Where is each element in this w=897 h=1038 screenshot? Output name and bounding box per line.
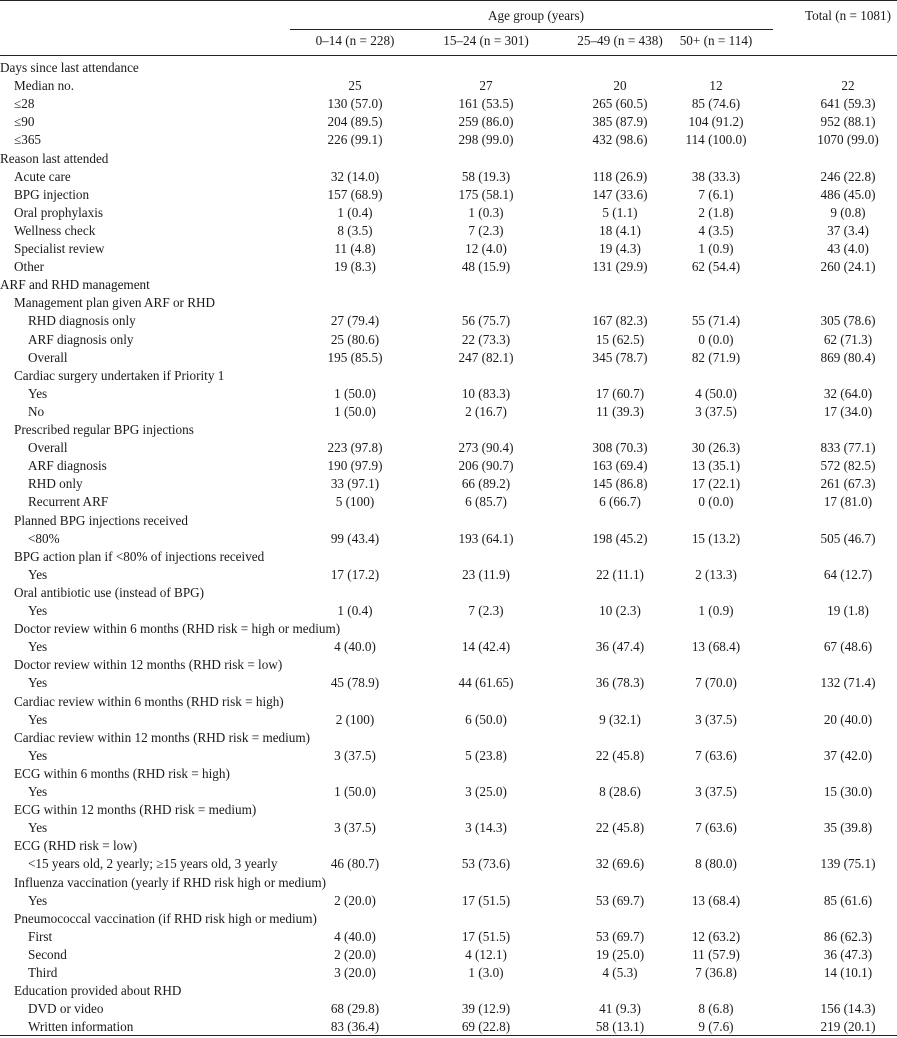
table-cell: 157 (68.9) xyxy=(327,186,383,202)
row-label: RHD diagnosis only xyxy=(28,313,136,329)
table-cell: 219 (20.1) xyxy=(820,1019,876,1035)
table-cell: 223 (97.8) xyxy=(327,440,383,456)
table-row xyxy=(0,475,897,493)
table-cell: 8 (80.0) xyxy=(695,856,737,872)
table-row xyxy=(0,747,897,765)
table-cell: 175 (58.1) xyxy=(458,186,514,202)
table-cell: 1 (50.0) xyxy=(334,403,376,419)
table-cell: 869 (80.4) xyxy=(820,349,876,365)
table-cell: 67 (48.6) xyxy=(823,639,873,655)
table-cell: 1 (50.0) xyxy=(334,784,376,799)
table-row xyxy=(0,946,897,964)
table-cell: 8 (3.5) xyxy=(337,222,373,238)
table-cell: 17 (51.5) xyxy=(461,892,511,908)
table-cell: 5 (23.8) xyxy=(465,747,507,763)
column-header: 15–24 (n = 301) xyxy=(443,33,529,48)
table-cell: 53 (73.6) xyxy=(461,856,511,872)
table-cell: 37 (3.4) xyxy=(827,222,869,238)
table-cell: 36 (78.3) xyxy=(595,675,645,691)
section-heading-row xyxy=(0,765,897,783)
table-cell: 6 (50.0) xyxy=(465,711,507,727)
table-row xyxy=(0,457,897,475)
section-heading-row xyxy=(0,512,897,530)
table-cell: 17 (60.7) xyxy=(595,385,645,401)
table-cell: 12 (63.2) xyxy=(691,928,741,944)
bottom-rule xyxy=(0,1035,897,1036)
row-label: Median no. xyxy=(14,78,75,94)
table-cell: 833 (77.1) xyxy=(820,440,876,456)
table-cell: 32 (69.6) xyxy=(595,856,645,872)
table-cell: 25 (80.6) xyxy=(330,331,380,347)
table-cell: 39 (12.9) xyxy=(461,1001,511,1017)
row-label: No xyxy=(28,403,45,419)
section-heading-row xyxy=(0,837,897,855)
table-cell: 5 (1.1) xyxy=(602,204,638,220)
row-label: Doctor review within 12 months (RHD risk = low) xyxy=(14,657,283,673)
table-row xyxy=(0,312,897,330)
table-cell: 17 (34.0) xyxy=(823,403,873,419)
table-cell: 308 (70.3) xyxy=(592,440,648,456)
row-label: Pneumococcal vaccination (if RHD risk high or medium) xyxy=(14,910,317,926)
table-cell: 64 (12.7) xyxy=(823,566,873,582)
table-cell: 130 (57.0) xyxy=(327,96,383,112)
table-cell: 35 (39.8) xyxy=(823,820,873,836)
table-cell: 3 (37.5) xyxy=(695,711,737,727)
table-cell: 62 (54.4) xyxy=(691,259,741,275)
table-cell: 43 (4.0) xyxy=(827,241,869,256)
table-cell: 2 (13.3) xyxy=(695,566,737,582)
table-cell: 246 (22.8) xyxy=(820,168,876,184)
row-label: Prescribed regular BPG injections xyxy=(14,422,194,437)
row-label: First xyxy=(28,928,53,944)
table-row xyxy=(0,711,897,729)
table-cell: 641 (59.3) xyxy=(820,96,876,112)
table-cell: 19 (8.3) xyxy=(334,259,376,275)
table-cell: 7 (2.3) xyxy=(468,222,504,238)
table-cell: 7 (6.1) xyxy=(698,186,734,202)
table-cell: 4 (3.5) xyxy=(698,222,734,238)
table-cell: 13 (68.4) xyxy=(691,639,741,655)
table-cell: 4 (40.0) xyxy=(334,639,376,655)
table-cell: 36 (47.3) xyxy=(823,946,873,962)
table-cell: 3 (37.5) xyxy=(334,820,376,836)
table-cell: 82 (71.9) xyxy=(691,349,741,365)
table-cell: 66 (89.2) xyxy=(461,476,511,492)
table-cell: 952 (88.1) xyxy=(820,114,876,130)
table-cell: 1 (0.4) xyxy=(337,204,373,220)
table-cell: 68 (29.8) xyxy=(330,1001,380,1017)
table-row xyxy=(0,674,897,692)
table-cell: 11 (57.9) xyxy=(692,946,740,962)
row-label: Yes xyxy=(28,566,48,582)
row-label: ECG (RHD risk = low) xyxy=(14,838,138,854)
table-cell: 2 (20.0) xyxy=(334,892,376,908)
table-cell: 486 (45.0) xyxy=(820,186,876,202)
table-cell: 0 (0.0) xyxy=(698,494,734,510)
row-label: Cardiac surgery undertaken if Priority 1 xyxy=(14,367,225,383)
table-cell: 0 (0.0) xyxy=(698,331,734,347)
column-header: 25–49 (n = 438) xyxy=(577,33,663,48)
table-cell: 15 (62.5) xyxy=(595,331,645,347)
table-cell: 259 (86.0) xyxy=(458,114,514,130)
table-cell: 12 (4.0) xyxy=(465,241,507,256)
table-cell: 9 (0.8) xyxy=(830,204,866,220)
table-row xyxy=(0,439,897,457)
table-cell: 13 (68.4) xyxy=(691,892,741,908)
table-cell: 3 (37.5) xyxy=(334,747,376,763)
table-row xyxy=(0,77,897,95)
table-cell: 1070 (99.0) xyxy=(817,132,879,148)
section-heading-row xyxy=(0,548,897,566)
table-cell: 85 (74.6) xyxy=(691,96,741,112)
row-label: RHD only xyxy=(28,476,83,492)
row-label: Oral antibiotic use (instead of BPG) xyxy=(14,584,205,600)
table-cell: 56 (75.7) xyxy=(461,313,511,329)
row-label: Yes xyxy=(28,603,48,618)
row-label: Yes xyxy=(28,747,48,763)
row-label: Cardiac review within 6 months (RHD risk = high) xyxy=(14,693,284,709)
table-cell: 161 (53.5) xyxy=(458,96,514,112)
row-label: Third xyxy=(28,965,58,980)
age-group-underline xyxy=(290,29,773,30)
row-label: Yes xyxy=(28,385,48,401)
table-cell: 46 (80.7) xyxy=(330,856,380,872)
table-cell: 190 (97.9) xyxy=(327,458,383,474)
table-row xyxy=(0,783,897,801)
row-label: Yes xyxy=(28,675,48,691)
section-heading-row xyxy=(0,620,897,638)
table-cell: 11 (39.3) xyxy=(596,403,644,419)
table-row xyxy=(0,602,897,620)
table-row xyxy=(0,530,897,548)
table-row xyxy=(0,331,897,349)
row-label: Doctor review within 6 months (RHD risk = high or medium) xyxy=(14,621,341,637)
row-label: Yes xyxy=(28,820,48,836)
row-label: Yes xyxy=(28,892,48,908)
section-heading-row xyxy=(0,693,897,711)
table-cell: 15 (30.0) xyxy=(823,784,873,799)
age-group-header: Age group (years) xyxy=(488,8,584,23)
table-cell: 11 (4.8) xyxy=(334,241,376,256)
table-row xyxy=(0,186,897,204)
table-cell: 86 (62.3) xyxy=(823,928,873,944)
table-cell: 139 (75.1) xyxy=(820,856,876,872)
table-cell: 4 (12.1) xyxy=(465,946,507,962)
section-heading-row xyxy=(0,656,897,674)
table-cell: 3 (20.0) xyxy=(334,965,376,980)
table-cell: 132 (71.4) xyxy=(820,675,876,691)
table-row xyxy=(0,819,897,837)
table-cell: 7 (63.6) xyxy=(695,747,737,763)
section-heading-row xyxy=(0,801,897,819)
table-cell: 22 xyxy=(841,78,855,94)
table-row xyxy=(0,964,897,982)
table-cell: 265 (60.5) xyxy=(592,96,648,112)
table-cell: 206 (90.7) xyxy=(458,458,514,474)
table-cell: 10 (83.3) xyxy=(461,385,511,401)
table-cell: 3 (37.5) xyxy=(695,784,737,799)
row-label: Planned BPG injections received xyxy=(14,512,188,528)
table-row xyxy=(0,403,897,421)
table-cell: 195 (85.5) xyxy=(327,349,383,365)
row-label: Overall xyxy=(28,440,68,456)
table-cell: 38 (33.3) xyxy=(691,168,741,184)
table-cell: 36 (47.4) xyxy=(595,639,645,655)
table-cell: 30 (26.3) xyxy=(691,440,741,456)
table-cell: 4 (50.0) xyxy=(695,385,737,401)
table-cell: 1 (0.4) xyxy=(337,603,373,618)
row-label: ARF diagnosis xyxy=(28,458,107,474)
table-cell: 163 (69.4) xyxy=(592,458,648,474)
table-row xyxy=(0,349,897,367)
table-cell: 10 (2.3) xyxy=(599,603,641,618)
header-rule xyxy=(0,55,897,56)
table-cell: 2 (1.8) xyxy=(698,204,734,220)
table-cell: 14 (42.4) xyxy=(461,639,511,655)
section-heading-row xyxy=(0,584,897,602)
table-cell: 27 xyxy=(479,78,493,94)
table-cell: 1 (0.9) xyxy=(698,241,734,256)
row-label: ≤90 xyxy=(14,114,35,130)
table-cell: 58 (13.1) xyxy=(595,1019,645,1035)
table-cell: 193 (64.1) xyxy=(458,530,514,546)
row-label: DVD or video xyxy=(28,1001,104,1017)
table-cell: 226 (99.1) xyxy=(327,132,383,148)
table-cell: 32 (64.0) xyxy=(823,385,873,401)
table-row xyxy=(0,168,897,186)
table-cell: 298 (99.0) xyxy=(458,132,514,148)
table-cell: 167 (82.3) xyxy=(592,313,648,329)
table-row xyxy=(0,131,897,149)
table-cell: 27 (79.4) xyxy=(330,313,380,329)
table-cell: 85 (61.6) xyxy=(823,892,873,908)
table-cell: 58 (19.3) xyxy=(461,168,511,184)
table-row xyxy=(0,258,897,276)
table-cell: 45 (78.9) xyxy=(330,675,380,691)
table-cell: 5 (100) xyxy=(335,494,375,510)
table-cell: 15 (13.2) xyxy=(691,530,741,546)
section-heading-row xyxy=(0,729,897,747)
section-heading-row xyxy=(0,421,897,439)
row-label: Management plan given ARF or RHD xyxy=(14,295,216,311)
row-label: Yes xyxy=(28,711,48,727)
row-label: Overall xyxy=(28,349,68,365)
table-row xyxy=(0,928,897,946)
table-cell: 53 (69.7) xyxy=(595,892,645,908)
table-cell: 17 (51.5) xyxy=(461,928,511,944)
table-cell: 3 (37.5) xyxy=(695,403,737,419)
row-label: Wellness check xyxy=(14,222,96,238)
table-cell: 118 (26.9) xyxy=(592,168,648,184)
table-cell: 1 (3.0) xyxy=(468,965,504,980)
table-row xyxy=(0,240,897,258)
row-label: Acute care xyxy=(14,168,71,184)
table-cell: 505 (46.7) xyxy=(820,530,876,546)
table-cell: 273 (90.4) xyxy=(458,440,514,456)
table-cell: 2 (20.0) xyxy=(334,946,376,962)
table-cell: 48 (15.9) xyxy=(461,259,511,275)
row-label: Other xyxy=(14,259,45,275)
table-cell: 20 (40.0) xyxy=(823,711,873,727)
table-cell: 7 (70.0) xyxy=(695,675,737,691)
table-cell: 17 (81.0) xyxy=(823,494,873,510)
table-cell: 432 (98.6) xyxy=(592,132,648,148)
table-cell: 33 (97.1) xyxy=(330,476,380,492)
table-cell: 25 xyxy=(348,78,362,94)
table-cell: 22 (45.8) xyxy=(595,747,645,763)
section-heading-row xyxy=(0,150,897,168)
table-cell: 55 (71.4) xyxy=(691,313,741,329)
row-label: Yes xyxy=(28,639,48,655)
table-cell: 3 (25.0) xyxy=(465,784,507,799)
table-cell: 2 (100) xyxy=(335,711,375,727)
table-row xyxy=(0,113,897,131)
section-heading-row xyxy=(0,367,897,385)
table-cell: 32 (14.0) xyxy=(330,168,380,184)
table-cell: 4 (5.3) xyxy=(602,965,638,980)
table-cell: 1 (50.0) xyxy=(334,385,376,401)
table-cell: 3 (14.3) xyxy=(465,820,507,836)
table-cell: 44 (61.65) xyxy=(458,675,514,691)
table-cell: 198 (45.2) xyxy=(592,530,648,546)
row-label: Influenza vaccination (yearly if RHD risk high or medium) xyxy=(14,874,327,890)
table-cell: 305 (78.6) xyxy=(820,313,876,329)
table-cell: 8 (28.6) xyxy=(599,784,641,799)
table-cell: 17 (22.1) xyxy=(691,476,741,492)
section-heading-row xyxy=(0,982,897,1000)
row-label: ECG within 12 months (RHD risk = medium) xyxy=(14,802,257,818)
row-label: ARF and RHD management xyxy=(0,277,150,293)
table-row xyxy=(0,385,897,403)
row-label: Specialist review xyxy=(14,241,105,256)
top-rule xyxy=(0,0,897,1)
row-label: Cardiac review within 12 months (RHD risk = medium) xyxy=(14,729,311,745)
table-cell: 12 xyxy=(709,78,723,94)
table-cell: 69 (22.8) xyxy=(461,1019,511,1035)
section-heading-row xyxy=(0,59,897,77)
table-cell: 22 (45.8) xyxy=(595,820,645,836)
table-cell: 22 (73.3) xyxy=(461,331,511,347)
table-row xyxy=(0,638,897,656)
table-cell: 1 (0.9) xyxy=(698,603,734,618)
table-cell: 260 (24.1) xyxy=(820,259,876,275)
table-cell: 41 (9.3) xyxy=(599,1001,641,1017)
table-cell: 247 (82.1) xyxy=(458,349,514,365)
table-cell: 147 (33.6) xyxy=(592,186,648,202)
table-cell: 114 (100.0) xyxy=(685,132,747,148)
table-cell: 7 (63.6) xyxy=(695,820,737,836)
section-heading-row xyxy=(0,294,897,312)
row-label: Education provided about RHD xyxy=(14,983,182,999)
row-label: ECG within 6 months (RHD risk = high) xyxy=(14,765,230,781)
table-cell: 156 (14.3) xyxy=(820,1001,876,1017)
row-label: Recurrent ARF xyxy=(28,494,109,510)
row-label: Written information xyxy=(28,1019,134,1035)
section-heading-row xyxy=(0,910,897,928)
table-cell: 7 (36.8) xyxy=(695,965,737,980)
row-label: BPG action plan if <80% of injections received xyxy=(14,548,265,564)
table-cell: 2 (16.7) xyxy=(465,403,507,419)
table-row xyxy=(0,493,897,511)
table-row xyxy=(0,222,897,240)
table-cell: 8 (6.8) xyxy=(698,1001,734,1017)
section-heading-row xyxy=(0,874,897,892)
table-row xyxy=(0,1018,897,1036)
table-cell: 19 (1.8) xyxy=(827,603,869,618)
table-cell: 345 (78.7) xyxy=(592,349,648,365)
table-cell: 13 (35.1) xyxy=(691,458,741,474)
table-cell: 18 (4.1) xyxy=(599,222,641,238)
row-label: Reason last attended xyxy=(0,150,109,166)
table-cell: 19 (25.0) xyxy=(595,946,645,962)
row-label: Days since last attendance xyxy=(0,60,139,75)
table-cell: 145 (86.8) xyxy=(592,476,648,492)
row-label: ≤365 xyxy=(14,132,42,148)
table-cell: 83 (36.4) xyxy=(330,1019,380,1035)
row-label: ≤28 xyxy=(14,96,35,112)
table-cell: 22 (11.1) xyxy=(596,566,644,582)
table-cell: 6 (66.7) xyxy=(599,494,641,510)
table-cell: 9 (7.6) xyxy=(698,1019,734,1035)
table-cell: 7 (2.3) xyxy=(468,603,504,618)
table-cell: 261 (67.3) xyxy=(820,476,876,492)
table-cell: 19 (4.3) xyxy=(599,241,641,256)
table-cell: 37 (42.0) xyxy=(823,747,873,763)
table-row xyxy=(0,566,897,584)
table-cell: 23 (11.9) xyxy=(462,566,510,582)
row-label: Yes xyxy=(28,784,48,799)
total-header: Total (n = 1081) xyxy=(805,8,891,23)
row-label: <15 years old, 2 yearly; ≥15 years old, 3 yearly xyxy=(28,856,278,872)
table-cell: 62 (71.3) xyxy=(823,331,873,347)
table-row xyxy=(0,204,897,222)
table-cell: 1 (0.3) xyxy=(468,204,504,220)
row-label: BPG injection xyxy=(14,186,90,202)
row-label: Oral prophylaxis xyxy=(14,204,103,220)
row-label: ARF diagnosis only xyxy=(28,331,134,347)
table-cell: 131 (29.9) xyxy=(592,259,648,275)
table-cell: 14 (10.1) xyxy=(823,965,873,980)
table-cell: 99 (43.4) xyxy=(330,530,380,546)
table-row xyxy=(0,855,897,873)
table-cell: 4 (40.0) xyxy=(334,928,376,944)
table-cell: 53 (69.7) xyxy=(595,928,645,944)
column-header: 50+ (n = 114) xyxy=(679,33,753,48)
table-cell: 9 (32.1) xyxy=(599,711,641,727)
table-row xyxy=(0,892,897,910)
table-row xyxy=(0,95,897,113)
table-cell: 385 (87.9) xyxy=(592,114,648,130)
table-row xyxy=(0,1000,897,1018)
row-label: <80% xyxy=(28,530,60,546)
section-heading-row xyxy=(0,276,897,294)
table-cell: 6 (85.7) xyxy=(465,494,507,510)
table-cell: 104 (91.2) xyxy=(688,114,744,130)
table-cell: 20 xyxy=(613,78,627,94)
table-cell: 572 (82.5) xyxy=(820,458,876,474)
row-label: Second xyxy=(28,946,67,962)
table-cell: 204 (89.5) xyxy=(327,114,383,130)
column-header: 0–14 (n = 228) xyxy=(315,33,395,48)
table-cell: 17 (17.2) xyxy=(330,566,380,582)
